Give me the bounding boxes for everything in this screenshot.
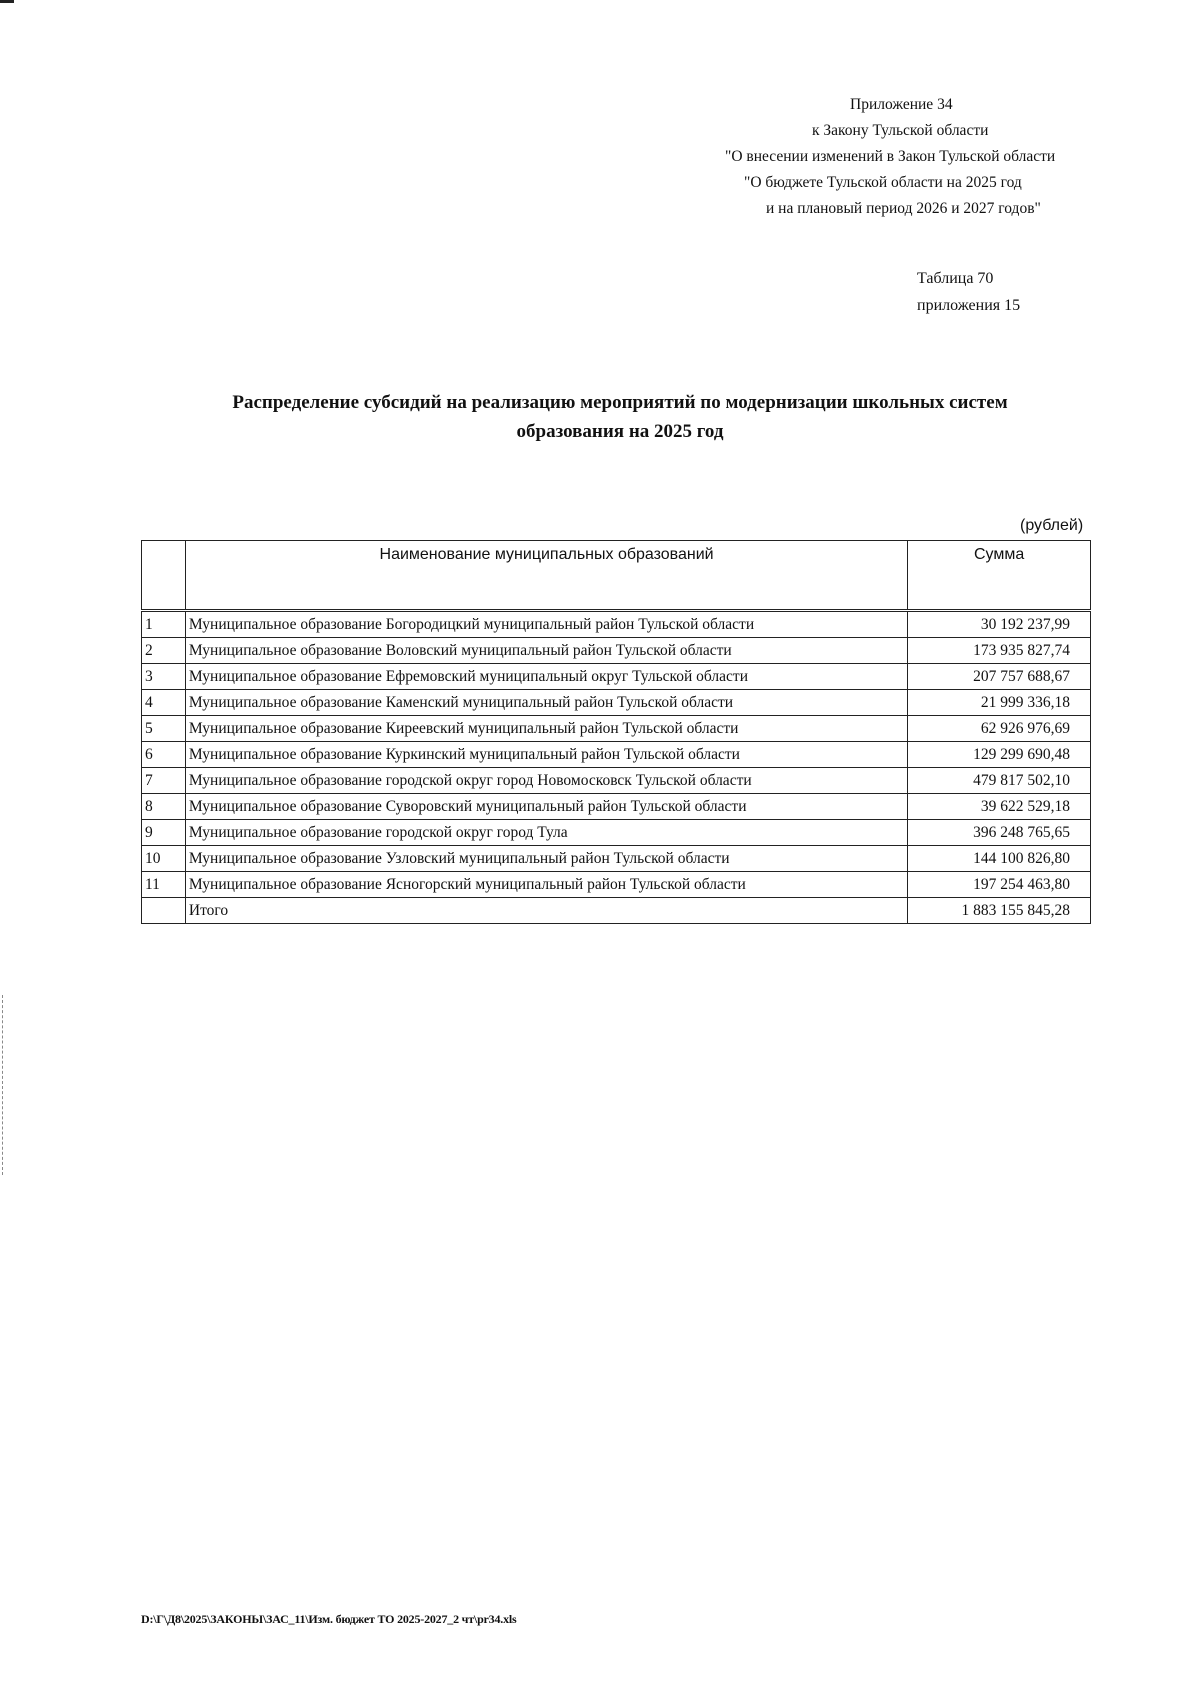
table-row: [142, 664, 1091, 690]
table-total-row: [142, 898, 1091, 924]
row-sum: 197 254 463,80: [908, 872, 1091, 898]
table-row: [142, 716, 1091, 742]
subsidy-table: [141, 540, 1091, 924]
total-number: [142, 898, 186, 924]
row-number: 8: [142, 794, 186, 820]
total-sum: 1 883 155 845,28: [908, 898, 1091, 924]
row-number: 9: [142, 820, 186, 846]
row-name: Муниципальное образование городской округ город Тула: [185, 820, 907, 846]
table-header-row: [142, 541, 1091, 611]
row-sum: 173 935 827,74: [908, 638, 1091, 664]
row-name: Муниципальное образование Ефремовский муниципальный округ Тульской области: [185, 664, 907, 690]
file-path-footer: D:\Г\Д8\2025\ЗАКОНЫ\ЗАС_11\Изм. бюджет ТО 2025-2027_2 чт\pr34.xls: [141, 1612, 517, 1626]
row-number: 2: [142, 638, 186, 664]
row-name: Муниципальное образование Каменский муниципальный район Тульской области: [185, 690, 907, 716]
row-sum: 39 622 529,18: [908, 794, 1091, 820]
appendix-number: приложения 15: [917, 297, 1021, 314]
table-row: [142, 690, 1091, 716]
table-row: [142, 768, 1091, 794]
row-number: 11: [142, 872, 186, 898]
row-number: 6: [142, 742, 186, 768]
row-number: 3: [142, 664, 186, 690]
document-title-line-2: образования на 2025 год: [516, 421, 724, 442]
header-number: [142, 541, 186, 611]
table-row: [142, 846, 1091, 872]
table-row: [142, 820, 1091, 846]
document-title: [100, 388, 1140, 446]
row-sum: 129 299 690,48: [908, 742, 1091, 768]
row-name: Муниципальное образование городской округ город Новомосковск Тульской области: [185, 768, 907, 794]
row-sum: 144 100 826,80: [908, 846, 1091, 872]
row-name: Муниципальное образование Суворовский муниципальный район Тульской области: [185, 794, 907, 820]
row-name: Муниципальное образование Богородицкий муниципальный район Тульской области: [185, 611, 907, 638]
annex-line-2: к Закону Тульской области: [812, 122, 989, 139]
scan-edge-mark: [2, 995, 3, 1175]
header-sum: Сумма: [908, 541, 1091, 611]
row-number: 1: [142, 611, 186, 638]
row-sum: 396 248 765,65: [908, 820, 1091, 846]
table-row: [142, 638, 1091, 664]
annex-line-3: "О внесении изменений в Закон Тульской области: [725, 148, 1056, 165]
annex-line-1: Приложение 34: [850, 96, 953, 113]
row-number: 4: [142, 690, 186, 716]
units-label: (рублей): [1020, 517, 1084, 534]
table-row: [142, 794, 1091, 820]
row-name: Муниципальное образование Куркинский муниципальный район Тульской области: [185, 742, 907, 768]
row-sum: 62 926 976,69: [908, 716, 1091, 742]
table-row: [142, 611, 1091, 638]
row-sum: 21 999 336,18: [908, 690, 1091, 716]
header-name: Наименование муниципальных образований: [185, 541, 907, 611]
row-sum: 207 757 688,67: [908, 664, 1091, 690]
row-sum: 30 192 237,99: [908, 611, 1091, 638]
row-number: 10: [142, 846, 186, 872]
table-number: Таблица 70: [917, 270, 994, 287]
row-name: Муниципальное образование Ясногорский муниципальный район Тульской области: [185, 872, 907, 898]
row-number: 7: [142, 768, 186, 794]
scan-corner-mark: [0, 0, 14, 3]
total-label: Итого: [185, 898, 907, 924]
annex-line-5: и на плановый период 2026 и 2027 годов": [766, 200, 1041, 217]
annex-header: [700, 92, 1110, 222]
row-number: 5: [142, 716, 186, 742]
row-name: Муниципальное образование Воловский муниципальный район Тульской области: [185, 638, 907, 664]
table-row: [142, 742, 1091, 768]
row-sum: 479 817 502,10: [908, 768, 1091, 794]
row-name: Муниципальное образование Киреевский муниципальный район Тульской области: [185, 716, 907, 742]
table-reference: [917, 265, 1020, 319]
document-title-line-1: Распределение субсидий на реализацию мероприятий по модернизации школьных систем: [232, 392, 1008, 413]
annex-line-4: "О бюджете Тульской области на 2025 год: [744, 174, 1022, 191]
table-row: [142, 872, 1091, 898]
row-name: Муниципальное образование Узловский муниципальный район Тульской области: [185, 846, 907, 872]
